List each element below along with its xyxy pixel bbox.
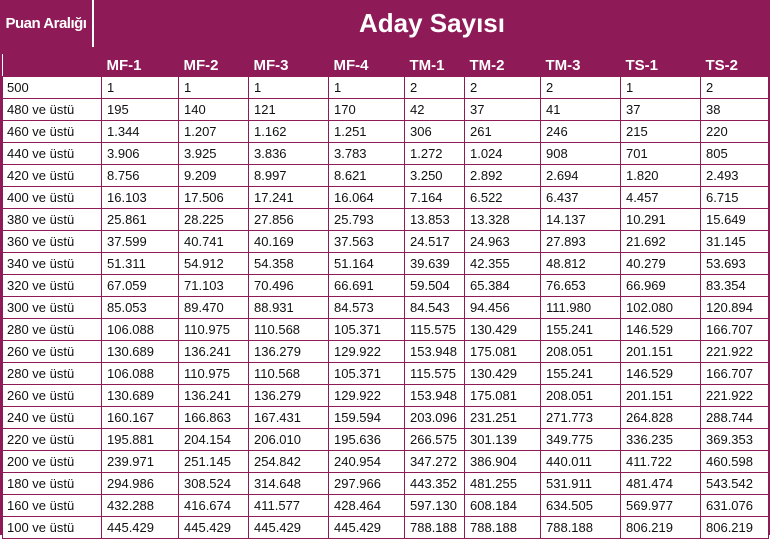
candidate-count-cell: 175.081	[465, 385, 541, 407]
candidate-count-cell: 806.219	[701, 517, 769, 539]
table-row	[3, 253, 769, 275]
candidate-count-cell: 42.355	[465, 253, 541, 275]
table-row	[3, 165, 769, 187]
candidate-count-cell: 10.291	[621, 209, 701, 231]
candidate-count-cell: 266.575	[405, 429, 465, 451]
candidate-count-cell: 39.639	[405, 253, 465, 275]
candidate-count-cell: 246	[541, 121, 621, 143]
candidate-count-cell: 8.997	[249, 165, 329, 187]
candidate-count-cell: 206.010	[249, 429, 329, 451]
candidate-count-cell: 308.524	[179, 473, 249, 495]
score-range-cell: 260 ve üstü	[3, 385, 102, 407]
candidate-count-cell: 1.272	[405, 143, 465, 165]
candidate-count-cell: 7.164	[405, 187, 465, 209]
table-row	[3, 143, 769, 165]
candidate-count-cell: 195.881	[102, 429, 179, 451]
corner-cell	[3, 54, 102, 77]
column-header: TM-3	[541, 54, 621, 77]
candidate-count-cell: 21.692	[621, 231, 701, 253]
candidate-count-cell: 130.429	[465, 319, 541, 341]
candidate-count-cell: 208.051	[541, 341, 621, 363]
table-row	[3, 297, 769, 319]
table-row	[3, 275, 769, 297]
candidate-count-cell: 1	[329, 77, 405, 99]
candidate-count-cell: 31.145	[701, 231, 769, 253]
candidate-count-cell: 146.529	[621, 363, 701, 385]
candidate-count-cell: 908	[541, 143, 621, 165]
candidate-count-cell: 6.522	[465, 187, 541, 209]
table-body	[3, 77, 769, 539]
candidate-count-cell: 254.842	[249, 451, 329, 473]
candidate-count-cell: 89.470	[179, 297, 249, 319]
column-header: TM-2	[465, 54, 541, 77]
candidate-count-cell: 460.598	[701, 451, 769, 473]
candidate-count-cell: 136.241	[179, 341, 249, 363]
candidate-count-cell: 155.241	[541, 363, 621, 385]
candidate-count-cell: 38	[701, 99, 769, 121]
table-row	[3, 209, 769, 231]
candidate-count-cell: 155.241	[541, 319, 621, 341]
candidate-count-cell: 16.103	[102, 187, 179, 209]
candidate-count-cell: 240.954	[329, 451, 405, 473]
score-range-cell: 180 ve üstü	[3, 473, 102, 495]
candidate-count-cell: 53.693	[701, 253, 769, 275]
candidate-count-cell: 51.164	[329, 253, 405, 275]
score-range-cell: 460 ve üstü	[3, 121, 102, 143]
table-row	[3, 121, 769, 143]
candidate-count-cell: 66.691	[329, 275, 405, 297]
score-range-cell: 220 ve üstü	[3, 429, 102, 451]
candidate-count-cell: 806.219	[621, 517, 701, 539]
candidate-count-cell: 40.279	[621, 253, 701, 275]
candidate-count-cell: 13.853	[405, 209, 465, 231]
score-range-cell: 320 ve üstü	[3, 275, 102, 297]
candidate-count-cell: 37	[465, 99, 541, 121]
candidate-count-cell: 231.251	[465, 407, 541, 429]
candidate-count-cell: 8.621	[329, 165, 405, 187]
candidate-count-cell: 130.429	[465, 363, 541, 385]
table-row	[3, 341, 769, 363]
candidate-count-cell: 569.977	[621, 495, 701, 517]
candidate-count-cell: 37.563	[329, 231, 405, 253]
candidate-count-cell: 201.151	[621, 341, 701, 363]
candidate-count-cell: 115.575	[405, 319, 465, 341]
candidate-count-cell: 65.384	[465, 275, 541, 297]
candidate-count-cell: 1.207	[179, 121, 249, 143]
candidate-count-cell: 1.251	[329, 121, 405, 143]
candidate-count-cell: 432.288	[102, 495, 179, 517]
candidate-count-cell: 2	[405, 77, 465, 99]
candidate-count-cell: 445.429	[179, 517, 249, 539]
candidate-count-cell: 105.371	[329, 363, 405, 385]
candidate-count-cell: 120.894	[701, 297, 769, 319]
candidate-count-cell: 416.674	[179, 495, 249, 517]
candidate-count-cell: 66.969	[621, 275, 701, 297]
score-range-cell: 200 ve üstü	[3, 451, 102, 473]
candidate-count-cell: 203.096	[405, 407, 465, 429]
candidate-count-cell: 14.137	[541, 209, 621, 231]
score-range-cell: 240 ve üstü	[3, 407, 102, 429]
candidate-count-cell: 288.744	[701, 407, 769, 429]
score-range-cell: 400 ve üstü	[3, 187, 102, 209]
candidate-count-cell: 3.250	[405, 165, 465, 187]
candidate-count-cell: 17.506	[179, 187, 249, 209]
candidate-count-cell: 369.353	[701, 429, 769, 451]
candidate-count-cell: 220	[701, 121, 769, 143]
score-range-cell: 440 ve üstü	[3, 143, 102, 165]
candidate-count-cell: 25.861	[102, 209, 179, 231]
candidate-count-cell: 16.064	[329, 187, 405, 209]
candidate-count-cell: 37	[621, 99, 701, 121]
score-range-cell: 340 ve üstü	[3, 253, 102, 275]
candidate-count-cell: 445.429	[249, 517, 329, 539]
candidate-count-cell: 41	[541, 99, 621, 121]
candidate-count-cell: 110.975	[179, 319, 249, 341]
candidate-count-cell: 428.464	[329, 495, 405, 517]
candidate-count-cell: 301.139	[465, 429, 541, 451]
candidate-count-cell: 239.971	[102, 451, 179, 473]
candidate-count-cell: 17.241	[249, 187, 329, 209]
candidate-count-cell: 264.828	[621, 407, 701, 429]
candidate-count-cell: 110.568	[249, 363, 329, 385]
candidate-count-cell: 159.594	[329, 407, 405, 429]
candidate-count-cell: 1	[249, 77, 329, 99]
candidate-count-cell: 597.130	[405, 495, 465, 517]
candidate-count-cell: 2.694	[541, 165, 621, 187]
candidate-count-cell: 167.431	[249, 407, 329, 429]
candidate-count-cell: 110.975	[179, 363, 249, 385]
score-range-cell: 420 ve üstü	[3, 165, 102, 187]
candidate-count-cell: 2	[465, 77, 541, 99]
score-range-heading: Puan Aralığı	[5, 15, 87, 32]
score-range-cell: 260 ve üstü	[3, 341, 102, 363]
candidate-count-cell: 386.904	[465, 451, 541, 473]
candidate-count-cell: 129.922	[329, 385, 405, 407]
candidate-count-cell: 201.151	[621, 385, 701, 407]
candidate-count-cell: 105.371	[329, 319, 405, 341]
score-range-cell: 480 ve üstü	[3, 99, 102, 121]
candidate-count-cell: 15.649	[701, 209, 769, 231]
candidate-count-cell: 27.856	[249, 209, 329, 231]
candidate-count-cell: 129.922	[329, 341, 405, 363]
column-header: MF-2	[179, 54, 249, 77]
candidate-count-cell: 160.167	[102, 407, 179, 429]
candidate-count-cell: 805	[701, 143, 769, 165]
candidate-count-table	[2, 54, 769, 539]
candidate-count-cell: 83.354	[701, 275, 769, 297]
candidate-count-cell: 2.892	[465, 165, 541, 187]
candidate-count-cell: 136.279	[249, 385, 329, 407]
candidate-count-cell: 701	[621, 143, 701, 165]
candidate-count-cell: 3.925	[179, 143, 249, 165]
candidate-count-cell: 136.279	[249, 341, 329, 363]
candidate-count-cell: 121	[249, 99, 329, 121]
candidate-count-cell: 1.344	[102, 121, 179, 143]
candidate-count-cell: 40.741	[179, 231, 249, 253]
candidate-count-cell: 115.575	[405, 363, 465, 385]
candidate-count-cell: 251.145	[179, 451, 249, 473]
candidate-count-cell: 271.773	[541, 407, 621, 429]
candidate-count-cell: 13.328	[465, 209, 541, 231]
candidate-count-cell: 788.188	[405, 517, 465, 539]
candidate-count-cell: 297.966	[329, 473, 405, 495]
candidate-count-cell: 84.543	[405, 297, 465, 319]
candidate-count-cell: 221.922	[701, 385, 769, 407]
candidate-count-cell: 67.059	[102, 275, 179, 297]
column-header: TM-1	[405, 54, 465, 77]
candidate-count-cell: 37.599	[102, 231, 179, 253]
candidate-count-cell: 445.429	[329, 517, 405, 539]
candidate-count-cell: 24.517	[405, 231, 465, 253]
candidate-count-cell: 440.011	[541, 451, 621, 473]
candidate-count-cell: 215	[621, 121, 701, 143]
score-range-cell: 100 ve üstü	[3, 517, 102, 539]
candidate-count-cell: 76.653	[541, 275, 621, 297]
candidate-count-cell: 195	[102, 99, 179, 121]
candidate-count-cell: 130.689	[102, 341, 179, 363]
table-row	[3, 429, 769, 451]
candidate-count-cell: 445.429	[102, 517, 179, 539]
candidate-count-cell: 543.542	[701, 473, 769, 495]
candidate-count-cell: 84.573	[329, 297, 405, 319]
candidate-count-cell: 48.812	[541, 253, 621, 275]
table-row	[3, 99, 769, 121]
table-row	[3, 231, 769, 253]
table-row	[3, 451, 769, 473]
candidate-count-cell: 261	[465, 121, 541, 143]
candidate-count-cell: 2	[541, 77, 621, 99]
candidate-count-cell: 314.648	[249, 473, 329, 495]
candidate-count-cell: 1	[179, 77, 249, 99]
candidate-count-cell: 40.169	[249, 231, 329, 253]
column-header: MF-1	[102, 54, 179, 77]
candidate-count-cell: 2	[701, 77, 769, 99]
candidate-count-cell: 3.783	[329, 143, 405, 165]
table-row	[3, 363, 769, 385]
candidate-count-cell: 347.272	[405, 451, 465, 473]
score-range-cell: 500	[3, 77, 102, 99]
candidate-count-cell: 85.053	[102, 297, 179, 319]
candidate-count-cell: 166.863	[179, 407, 249, 429]
candidate-count-cell: 481.474	[621, 473, 701, 495]
candidate-count-heading: Aday Sayısı	[359, 8, 505, 38]
candidate-count-cell: 166.707	[701, 363, 769, 385]
candidate-count-cell: 27.893	[541, 231, 621, 253]
candidate-count-cell: 531.911	[541, 473, 621, 495]
candidate-count-cell: 42	[405, 99, 465, 121]
column-header: MF-3	[249, 54, 329, 77]
candidate-count-cell: 208.051	[541, 385, 621, 407]
candidate-count-cell: 146.529	[621, 319, 701, 341]
score-range-cell: 380 ve üstü	[3, 209, 102, 231]
candidate-count-cell: 28.225	[179, 209, 249, 231]
table-row	[3, 319, 769, 341]
candidate-count-cell: 71.103	[179, 275, 249, 297]
candidate-count-cell: 443.352	[405, 473, 465, 495]
candidate-count-cell: 1	[621, 77, 701, 99]
candidate-count-cell: 170	[329, 99, 405, 121]
candidate-count-cell: 54.358	[249, 253, 329, 275]
candidate-count-cell: 153.948	[405, 341, 465, 363]
candidate-count-cell: 1.024	[465, 143, 541, 165]
candidate-count-cell: 111.980	[541, 297, 621, 319]
candidate-count-cell: 3.906	[102, 143, 179, 165]
table-row	[3, 77, 769, 99]
candidate-count-cell: 221.922	[701, 341, 769, 363]
table-row	[3, 517, 769, 539]
table-row	[3, 187, 769, 209]
table-row	[3, 473, 769, 495]
table-row	[3, 495, 769, 517]
candidate-count-cell: 336.235	[621, 429, 701, 451]
candidate-count-cell: 608.184	[465, 495, 541, 517]
candidate-count-cell: 204.154	[179, 429, 249, 451]
table-title-bar	[0, 0, 770, 47]
candidate-count-cell: 4.457	[621, 187, 701, 209]
candidate-count-cell: 24.963	[465, 231, 541, 253]
candidate-count-cell: 110.568	[249, 319, 329, 341]
candidate-count-cell: 6.715	[701, 187, 769, 209]
candidate-count-cell: 130.689	[102, 385, 179, 407]
candidate-count-cell: 195.636	[329, 429, 405, 451]
candidate-count-cell: 94.456	[465, 297, 541, 319]
candidate-count-cell: 102.080	[621, 297, 701, 319]
candidate-count-cell: 8.756	[102, 165, 179, 187]
candidate-count-cell: 106.088	[102, 363, 179, 385]
candidate-count-cell: 9.209	[179, 165, 249, 187]
candidate-count-cell: 1.820	[621, 165, 701, 187]
candidate-count-cell: 294.986	[102, 473, 179, 495]
candidate-count-cell: 166.707	[701, 319, 769, 341]
candidate-count-cell: 481.255	[465, 473, 541, 495]
candidate-count-cell: 634.505	[541, 495, 621, 517]
candidate-count-cell: 349.775	[541, 429, 621, 451]
candidate-count-cell: 2.493	[701, 165, 769, 187]
score-range-cell: 300 ve üstü	[3, 297, 102, 319]
column-header: TS-2	[701, 54, 769, 77]
column-header: MF-4	[329, 54, 405, 77]
column-header: TS-1	[621, 54, 701, 77]
candidate-count-cell: 1.162	[249, 121, 329, 143]
candidate-count-cell: 6.437	[541, 187, 621, 209]
candidate-count-cell: 136.241	[179, 385, 249, 407]
candidate-count-cell: 54.912	[179, 253, 249, 275]
table-row	[3, 407, 769, 429]
candidate-count-cell: 411.722	[621, 451, 701, 473]
candidate-count-cell: 788.188	[465, 517, 541, 539]
candidate-count-cell: 631.076	[701, 495, 769, 517]
score-range-cell: 360 ve üstü	[3, 231, 102, 253]
score-range-cell: 280 ve üstü	[3, 363, 102, 385]
candidate-count-cell: 3.836	[249, 143, 329, 165]
candidate-count-cell: 175.081	[465, 341, 541, 363]
candidate-count-cell: 788.188	[541, 517, 621, 539]
candidate-count-cell: 153.948	[405, 385, 465, 407]
candidate-count-cell: 51.311	[102, 253, 179, 275]
candidate-count-cell: 1	[102, 77, 179, 99]
score-range-cell: 280 ve üstü	[3, 319, 102, 341]
candidate-count-cell: 411.577	[249, 495, 329, 517]
score-range-cell: 160 ve üstü	[3, 495, 102, 517]
column-header-row	[3, 54, 769, 77]
candidate-count-cell: 106.088	[102, 319, 179, 341]
table-row	[3, 385, 769, 407]
candidate-count-cell: 25.793	[329, 209, 405, 231]
candidate-count-cell: 59.504	[405, 275, 465, 297]
candidate-count-cell: 306	[405, 121, 465, 143]
candidate-count-cell: 140	[179, 99, 249, 121]
candidate-count-cell: 70.496	[249, 275, 329, 297]
candidate-count-cell: 88.931	[249, 297, 329, 319]
